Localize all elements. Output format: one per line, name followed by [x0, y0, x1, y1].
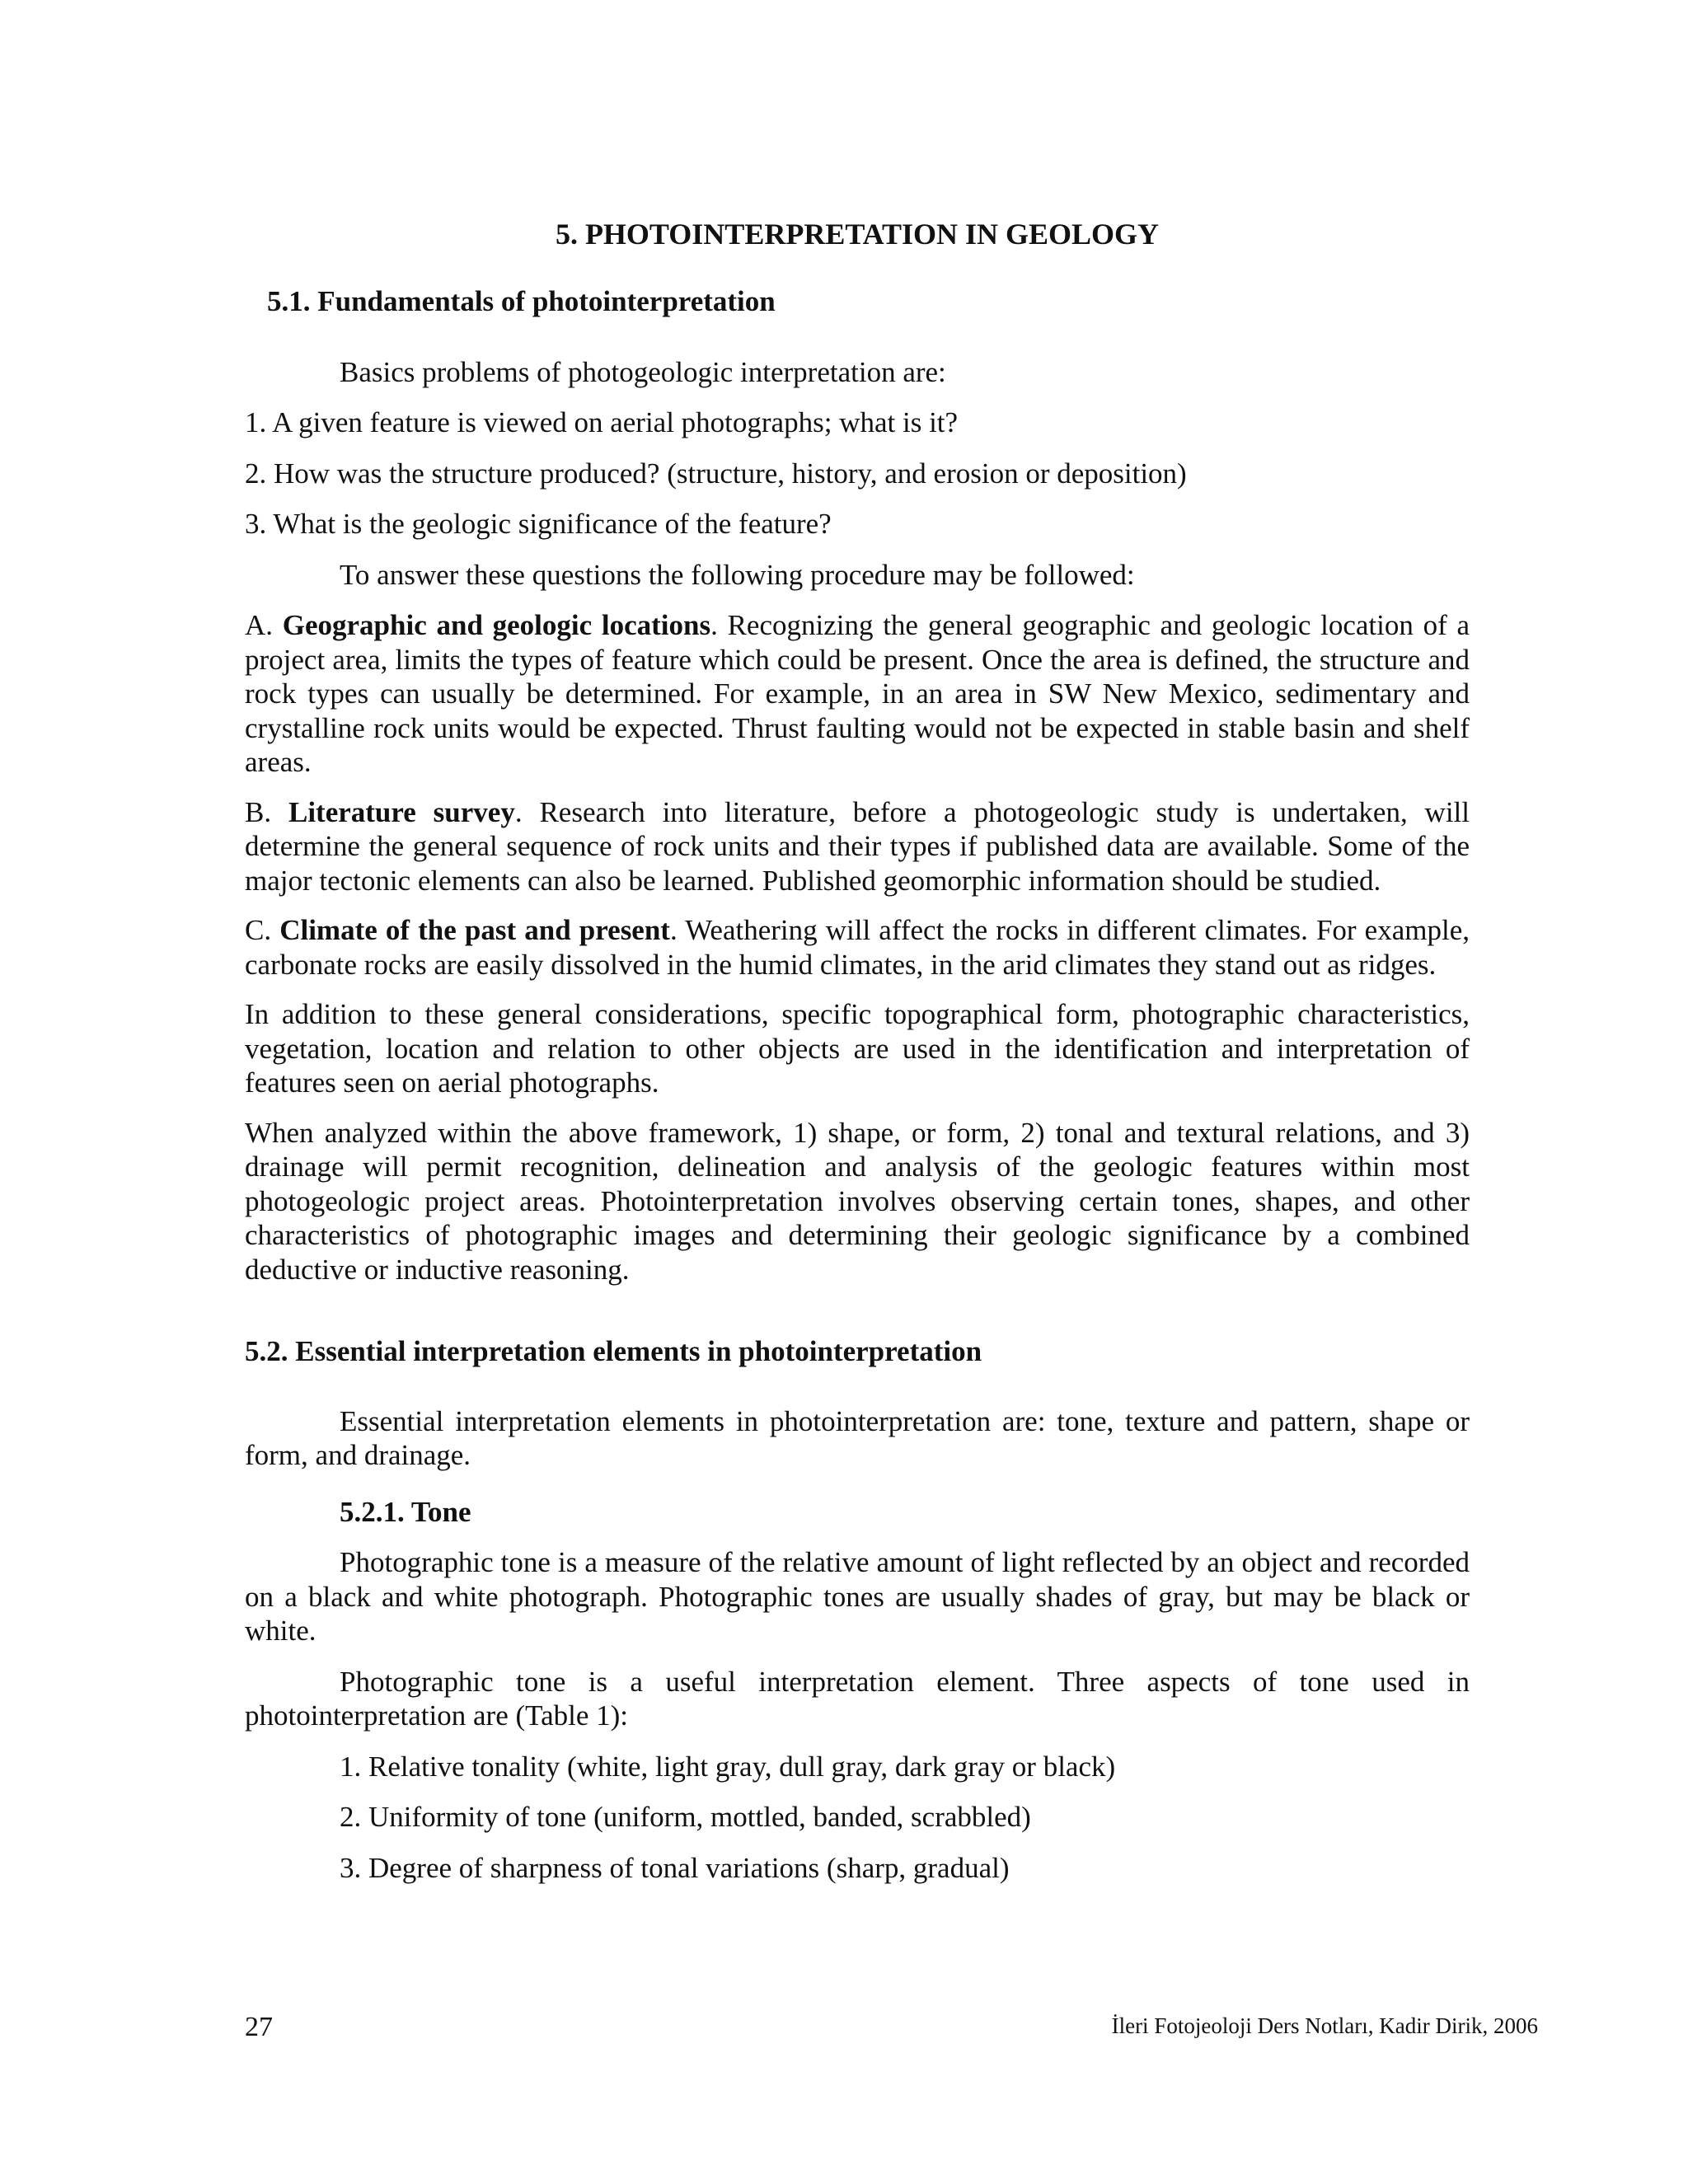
- step-text: . Weathering will affect the rocks in different climates. For example, carbonate rocks are easily dissolved in the humid climates, in the arid climates they stand out as ridges.: [245, 914, 1470, 981]
- chapter-title: 5. PHOTOINTERPRETATION IN GEOLOGY: [555, 218, 1160, 251]
- procedure-step-c: [245, 913, 1470, 982]
- tone-aspect-item: 1. Relative tonality (white, light gray, dull gray, dark gray or black): [340, 1750, 1116, 1783]
- step-text: . Research into literature, before a photogeologic study is undertaken, will determine the general sequence of rock units and their types if published data are available. Some of the major tectonic elements can also be learned. Published geomorphic information should be studied.: [245, 795, 1470, 897]
- tone-aspect-item: 3. Degree of sharpness of tonal variations (sharp, gradual): [340, 1851, 1010, 1884]
- footer-note: İleri Fotojeoloji Ders Notları, Kadir Dirik, 2006: [1111, 2013, 1538, 2038]
- step-term: Literature survey: [288, 795, 515, 828]
- section-5-1-heading: 5.1. Fundamentals of photointerpretation: [267, 285, 776, 317]
- procedure-step-a: [245, 608, 1470, 780]
- question-item: 3. What is the geologic significance of the feature?: [245, 508, 832, 540]
- paragraph-general-considerations: In addition to these general considerations, specific topographical form, photographic characteristics, vegetation, location and relation to other objects are used in the identification and interpretation of features seen on aerial photographs.: [245, 998, 1470, 1099]
- page-number: 27: [245, 2012, 273, 2042]
- procedure-step-b: [245, 795, 1470, 898]
- section-5-1-intro: Basics problems of photogeologic interpretation are:: [340, 355, 946, 388]
- tone-aspect-item: 2. Uniformity of tone (uniform, mottled, banded, scrabbled): [340, 1801, 1031, 1833]
- section-5-2-heading: 5.2. Essential interpretation elements in photointerpretation: [245, 1335, 982, 1367]
- paragraph-framework: When analyzed within the above framework, 1) shape, or form, 2) tonal and textural relations, and 3) drainage will permit recognition, delineation and analysis of the geologic features within most photogeologic project areas. Photointerpretation involves observing certain tones, shapes, and other characteristics of photographic images and determining their geologic significance by a combined deductive or inductive reasoning.: [245, 1116, 1470, 1286]
- question-item: 1. A given feature is viewed on aerial photographs; what is it?: [245, 406, 959, 438]
- section-5-2-1-heading: 5.2.1. Tone: [340, 1495, 471, 1528]
- step-prefix: A.: [245, 609, 283, 641]
- step-term: Geographic and geologic locations: [282, 609, 711, 641]
- procedure-intro: To answer these questions the following procedure may be followed:: [340, 558, 1135, 591]
- tone-paragraph-1: Photographic tone is a measure of the relative amount of light reflected by an object and recorded on a black and white photograph. Photographic tones are usually shades of gray, but may be black or white.: [245, 1546, 1470, 1647]
- tone-paragraph-2: Photographic tone is a useful interpretation element. Three aspects of tone used in photointerpretation are (Table 1):: [245, 1665, 1470, 1732]
- step-term: Climate of the past and present: [279, 914, 670, 946]
- step-text: . Recognizing the general geographic and geologic location of a project area, limits the types of feature which could be present. Once the area is defined, the structure and rock types can usually be determined. For example, in an area in SW New Mexico, sedimentary and crystalline rock units would be expected. Thrust faulting would not be expected in stable basin and shelf areas.: [245, 609, 1470, 778]
- step-prefix: C.: [245, 914, 280, 946]
- section-5-2-intro: Essential interpretation elements in photointerpretation are: tone, texture and pattern, shape or form, and drainage.: [245, 1404, 1470, 1471]
- page-content: [245, 284, 1470, 1885]
- step-prefix: B.: [245, 795, 288, 828]
- question-item: 2. How was the structure produced? (structure, history, and erosion or deposition): [245, 457, 1187, 490]
